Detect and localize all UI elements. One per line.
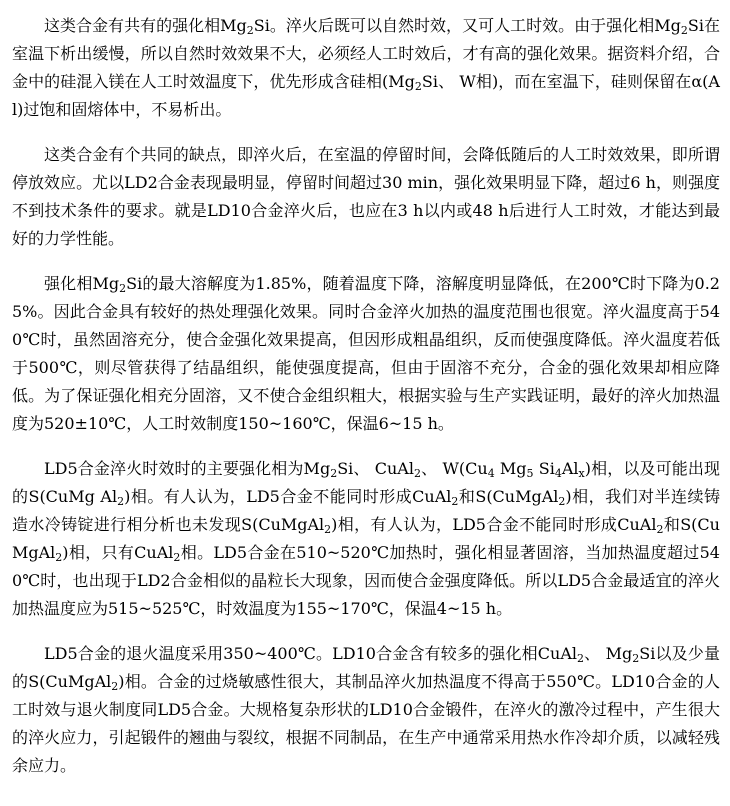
text-run: )相。有人认为，LD5合金不能同时形成CuAl <box>124 487 452 506</box>
text-run: )相，以及可能出现的S(CuMg Al <box>12 459 720 506</box>
subscript: 4 <box>554 467 562 480</box>
text-run: 这类合金有共有的强化相Mg <box>44 16 247 35</box>
paragraph-5 <box>12 640 720 780</box>
text-run: )相，只有CuAl <box>62 543 174 562</box>
subscript: 2 <box>119 282 127 295</box>
text-run: 、 Mg <box>584 644 633 663</box>
subscript: 2 <box>111 680 119 693</box>
subscript: 2 <box>558 495 566 508</box>
text-run: LD5合金淬火时效时的主要强化相为Mg <box>44 459 331 478</box>
subscript: 2 <box>324 523 332 536</box>
subscript: 2 <box>577 652 585 665</box>
subscript: 2 <box>246 24 254 37</box>
subscript: 2 <box>55 551 63 564</box>
paragraph-2 <box>12 141 720 253</box>
subscript: 2 <box>413 467 421 480</box>
subscript: 2 <box>330 467 338 480</box>
subscript: 5 <box>526 467 534 480</box>
text-run: LD5合金的退火温度采用350~400℃。LD10合金含有较多的强化相CuAl <box>44 644 578 663</box>
subscript: 4 <box>487 467 495 480</box>
paragraph-3 <box>12 270 720 438</box>
paragraph-4 <box>12 455 720 623</box>
text-run: )相，我们对半连续铸造水冷铸锭进行相分析也未发现S(CuMgAl <box>12 487 720 534</box>
text-run: Si、 W相)，而在室温下，硅则保留在α(Al)过饱和固熔体中，不易析出。 <box>12 72 720 119</box>
text-run: Si <box>533 459 555 478</box>
paragraph-1 <box>12 12 720 124</box>
subscript: 2 <box>632 652 640 665</box>
text-run: Si以及少量的S(CuMgAl <box>12 644 720 691</box>
text-run: Si、 CuAl <box>337 459 414 478</box>
text-run: 和S(CuMgAl <box>458 487 559 506</box>
text-run: 强化相Mg <box>44 274 120 293</box>
text-run: 相。LD5合金在510~520℃加热时，强化相显著固溶，当加热温度超过540℃时，也出现于LD2合金相似的晶粒长大现象，因而使合金强度降低。所以LD5合金最适宜的淬火加热温度应为515~525℃，时效温度为155~170℃，保温4~15 h。 <box>12 543 720 618</box>
text-run: Si。淬火后既可以自然时效，又可人工时效。由于强化相Mg <box>253 16 681 35</box>
text-run: Si的最大溶解度为1.85%，随着温度下降，溶解度明显降低，在200℃时下降为0.25%。因此合金具有较好的热处理强化效果。同时合金淬火加热的温度范围也很宽。淬火温度高于540℃时，虽然固溶充分，使合金强化效果提高，但因形成粗晶组织，反而使强度降低。淬火温度若低于500℃，则尽管获得了结晶组织，能使强度提高，但由于固溶不充分，合金的强化效果却相应降低。为了保证强化相充分固溶，又不使合金组织粗大，根据实验与生产实践证明，最好的淬火加热温度为520±10℃，人工时效制度150~160℃，保温6~15 h。 <box>12 274 720 433</box>
text-run: Mg <box>494 459 527 478</box>
text-run: 这类合金有个共同的缺点，即淬火后，在室温的停留时间，会降低随后的人工时效效果，即所谓停放效应。尤以LD2合金表现最明显，停留时间超过30 min，强化效果明显下降，超过6 h，则强度不到技术条件的要求。就是LD10合金淬火后，也应在3 h以内或48 h后进行人工时效，才能达到最好的力学性能。 <box>12 145 720 248</box>
subscript: x <box>578 467 585 480</box>
text-run: 和S(CuMgAl <box>12 515 720 562</box>
subscript: 2 <box>680 24 688 37</box>
text-run: Al <box>561 459 579 478</box>
text-run: )相，有人认为，LD5合金不能同时形成CuAl <box>331 515 657 534</box>
subscript: 2 <box>414 80 422 93</box>
subscript: 2 <box>117 495 125 508</box>
subscript: 2 <box>451 495 459 508</box>
text-run: 、 W(Cu <box>420 459 488 478</box>
subscript: 2 <box>656 523 664 536</box>
text-run: )相。合金的过烧敏感性很大，其制品淬火加热温度不得高于550℃。LD10合金的人工时效与退火制度同LD5合金。大规格复杂形状的LD10合金锻件，在淬火的激冷过程中，产生很大的淬火应力，引起锻件的翘曲与裂纹，根据不同制品，在生产中通常采用热水作冷却介质，以减轻残余应力。 <box>12 672 720 775</box>
text-run: Si在室温下析出缓慢，所以自然时效效果不大，必须经人工时效后，才有高的强化效果。据资料介绍，合金中的硅混入镁在人工时效温度下，优先形成含硅相(Mg <box>12 16 720 91</box>
subscript: 2 <box>173 551 181 564</box>
